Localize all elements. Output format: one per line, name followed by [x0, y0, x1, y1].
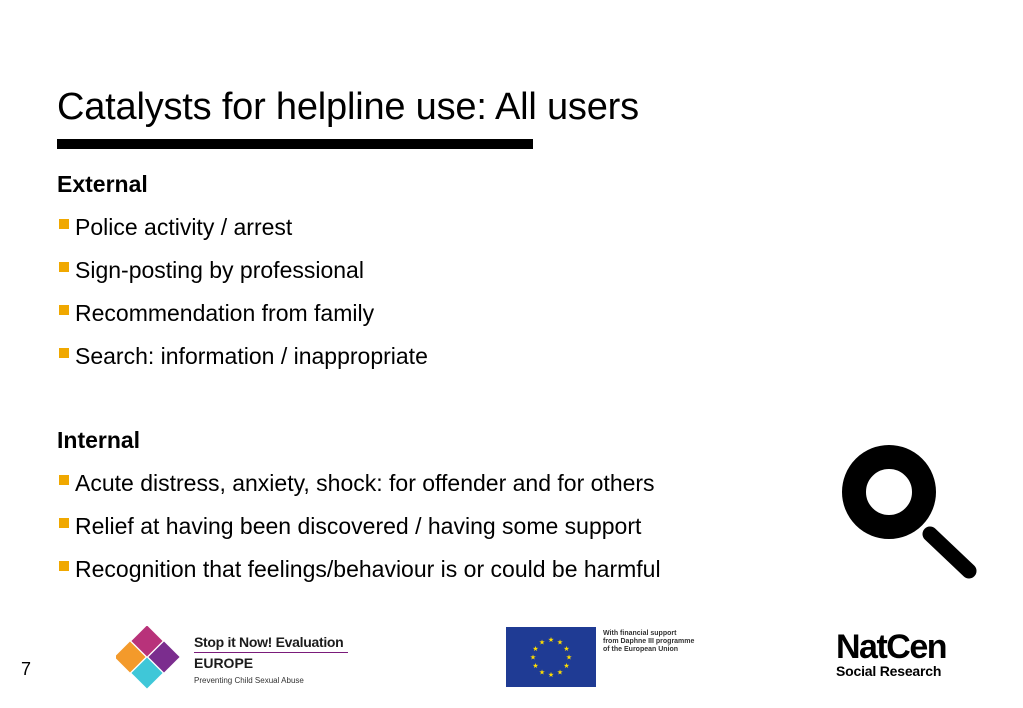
- natcen-logo: [836, 628, 947, 679]
- square-bullet-icon: [59, 262, 69, 272]
- puzzle-logo-icon: [116, 626, 186, 690]
- eu-flag-icon: [506, 627, 596, 687]
- title-underline: [57, 139, 533, 149]
- svg-text:★: ★: [532, 662, 539, 670]
- eu-funding-line: of the European Union: [603, 646, 679, 653]
- list-item: [59, 343, 428, 370]
- square-bullet-icon: [59, 348, 69, 358]
- natcen-subtitle: Social Research: [836, 663, 942, 679]
- external-heading: External: [57, 171, 148, 197]
- magnifying-glass-icon: [842, 445, 978, 579]
- svg-text:★: ★: [563, 662, 570, 670]
- svg-text:★: ★: [556, 638, 564, 647]
- eu-funding-line: from Daphne III programme: [603, 638, 695, 645]
- list-item: [59, 513, 641, 540]
- svg-text:★: ★: [538, 638, 546, 647]
- list-item: [59, 470, 655, 497]
- stop-it-now-subtitle: EUROPE: [194, 655, 254, 671]
- svg-text:★: ★: [565, 653, 573, 662]
- page-number: 7: [21, 659, 32, 679]
- stop-it-now-title: Stop it Now! Evaluation: [194, 634, 344, 650]
- stop-it-now-logo: [116, 626, 356, 690]
- list-item-text: Sign-posting by professional: [75, 257, 364, 283]
- eu-funding-note: [603, 630, 693, 654]
- square-bullet-icon: [59, 475, 69, 485]
- list-item: [59, 300, 374, 327]
- eu-funding-line: With financial support: [603, 630, 677, 637]
- svg-text:★: ★: [547, 636, 555, 644]
- svg-text:★: ★: [538, 668, 546, 677]
- square-bullet-icon: [59, 305, 69, 315]
- list-item-text: Recognition that feelings/behaviour is or could be harmful: [75, 556, 661, 582]
- square-bullet-icon: [59, 219, 69, 229]
- slide-title: Catalysts for helpline use: All users: [57, 86, 639, 128]
- list-item: [59, 257, 364, 284]
- natcen-name: NatCen: [836, 628, 947, 666]
- svg-text:★: ★: [529, 653, 537, 662]
- list-item-text: Relief at having been discovered / having some support: [75, 513, 642, 539]
- logo-divider: [194, 652, 348, 653]
- svg-text:★: ★: [547, 671, 555, 679]
- list-item-text: Recommendation from family: [75, 300, 375, 326]
- square-bullet-icon: [59, 518, 69, 528]
- svg-text:★: ★: [556, 668, 564, 677]
- svg-text:★: ★: [532, 645, 539, 653]
- list-item: [59, 214, 292, 241]
- list-item-text: Acute distress, anxiety, shock: for offender and for others: [75, 470, 655, 496]
- square-bullet-icon: [59, 561, 69, 571]
- list-item-text: Search: information / inappropriate: [75, 343, 428, 369]
- internal-heading: Internal: [57, 427, 141, 453]
- svg-text:★: ★: [563, 645, 570, 653]
- stop-it-now-tagline: Preventing Child Sexual Abuse: [194, 676, 304, 685]
- list-item: [59, 556, 661, 583]
- list-item-text: Police activity / arrest: [75, 214, 293, 240]
